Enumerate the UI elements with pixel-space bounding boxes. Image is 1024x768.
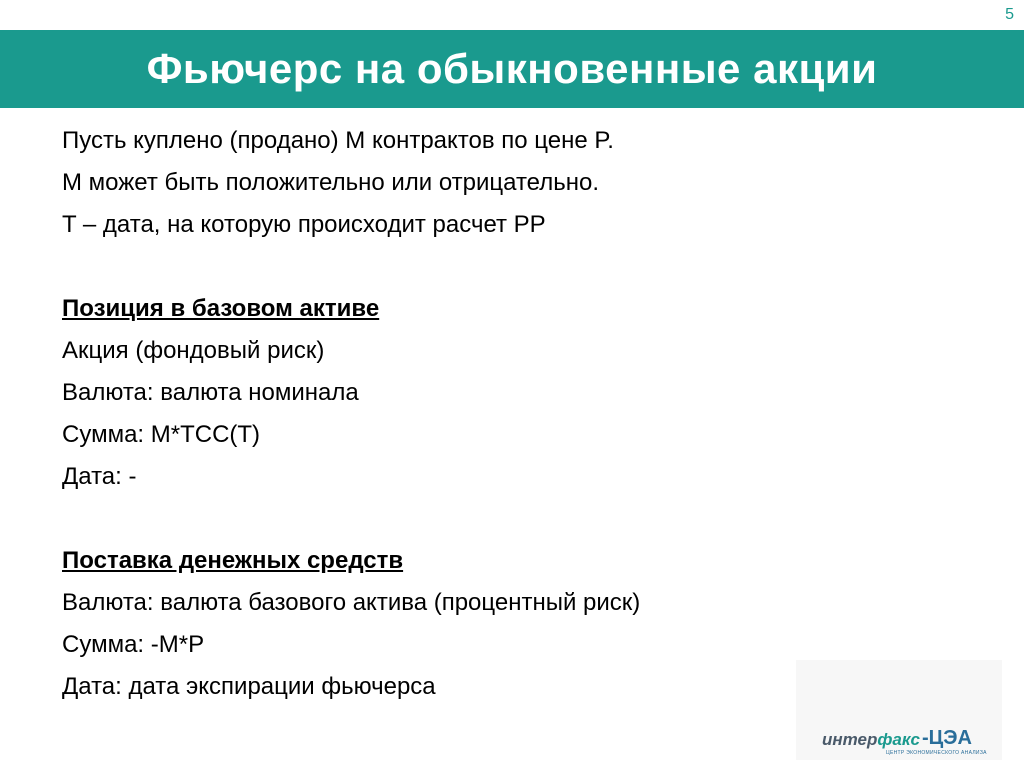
section1-line-4: Дата: - (62, 463, 137, 490)
section2-line-2: Сумма: -M*P (62, 631, 205, 658)
spacer (62, 246, 962, 288)
slide-content (62, 120, 962, 708)
section1-heading: Позиция в базовом активе (62, 295, 380, 322)
slide-number: 5 (1005, 6, 1014, 23)
slide-title: Фьючерс на обыкновенные акции (146, 45, 878, 92)
section1-line-1: Акция (фондовый риск) (62, 337, 325, 364)
logo-part-3: -ЦЭА (921, 727, 972, 749)
spacer (62, 498, 962, 540)
intro-line-1: Пусть куплено (продано) М контрактов по цене P. (62, 127, 614, 154)
intro-line-2: M может быть положительно или отрицательно. (62, 169, 600, 196)
section1-line-3: Сумма: M*TCC(T) (62, 421, 261, 448)
intro-line-3: T – дата, на которую происходит расчет PP (62, 211, 546, 238)
logo-part-2: факс (877, 730, 920, 749)
logo-part-1: интер (822, 730, 878, 749)
logo-subtitle: ЦЕНТР ЭКОНОМИЧЕСКОГО АНАЛИЗА (886, 750, 987, 756)
section2-line-1: Валюта: валюта базового актива (процентный риск) (62, 589, 641, 616)
section1-line-2: Валюта: валюта номинала (62, 379, 359, 406)
section2-heading: Поставка денежных средств (62, 547, 404, 574)
interfax-logo (822, 726, 972, 750)
section2-line-3: Дата: дата экспирации фьючерса (62, 673, 436, 700)
title-bar (0, 30, 1024, 108)
